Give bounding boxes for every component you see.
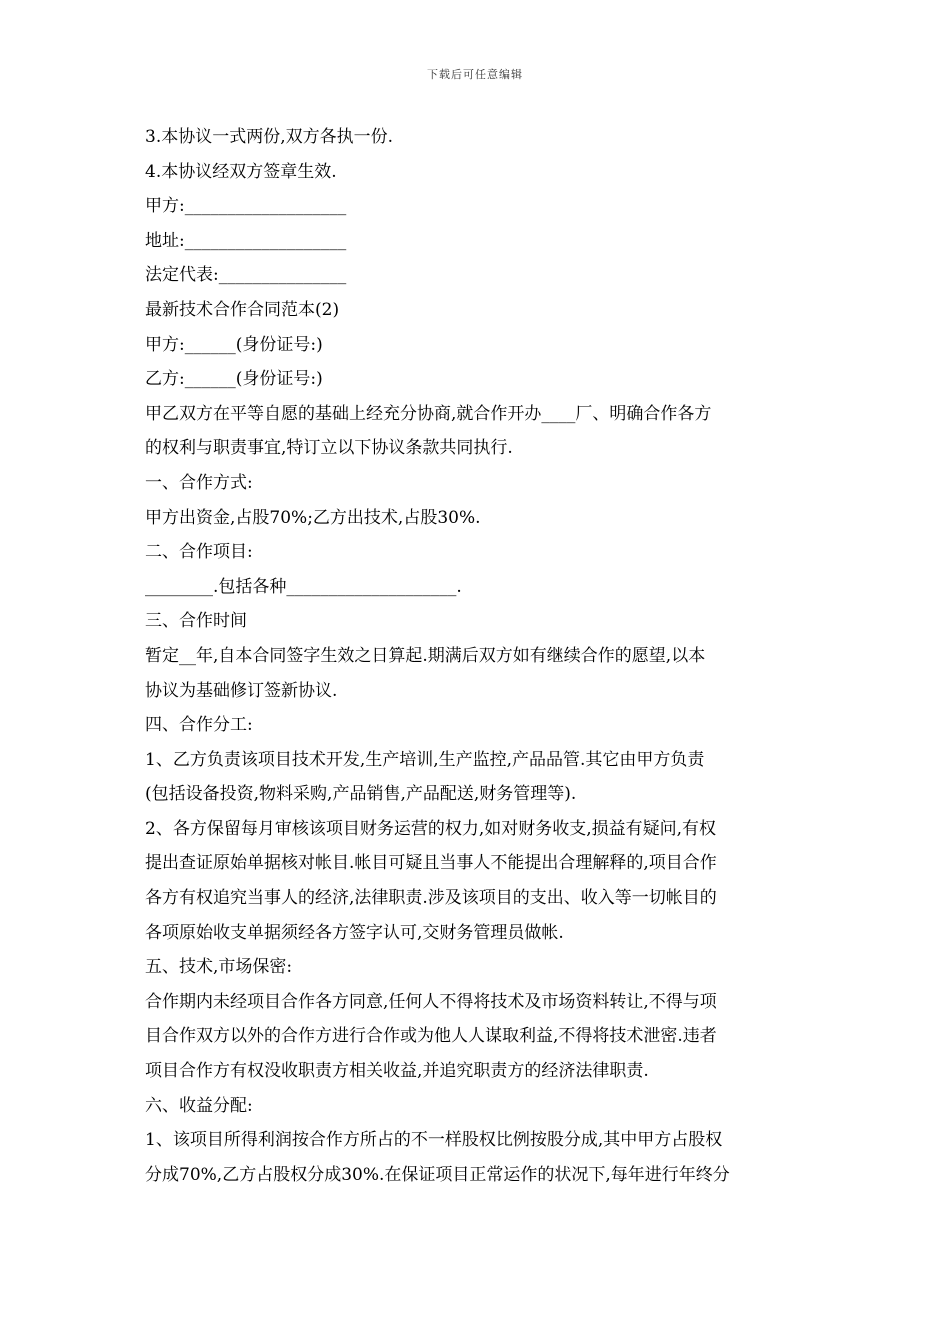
text-line: ________.包括各种____________________. xyxy=(145,576,462,597)
text-line: 甲方:______(身份证号:) xyxy=(145,334,323,355)
text-line: 1、该项目所得利润按合作方所占的不一样股权比例按股分成,其中甲方占股权 xyxy=(145,1130,723,1151)
text-line: 法定代表:_______________ xyxy=(145,265,347,286)
text-line: 暂定__年,自本合同签字生效之日算起.期满后双方如有继续合作的愿望,以本 xyxy=(145,645,706,666)
text-line: 提出查证原始单据核对帐目.帐目可疑且当事人不能提出合理解释的,项目合作 xyxy=(145,853,717,874)
text-line: 分成70%,乙方占股权分成30%.在保证项目正常运作的状况下,每年进行年终分 xyxy=(145,1164,730,1185)
text-line: 甲乙双方在平等自愿的基础上经充分协商,就合作开办____厂、明确合作各方 xyxy=(145,403,712,424)
text-line: 合作期内未经项目合作各方同意,任何人不得将技术及市场资料转让,不得与项 xyxy=(145,991,717,1012)
text-line: 地址:___________________ xyxy=(145,230,347,251)
text-line: 的权利与职责事宜,特订立以下协议条款共同执行. xyxy=(145,438,513,459)
text-line: 1、乙方负责该项目技术开发,生产培训,生产监控,产品品管.其它由甲方负责 xyxy=(145,749,705,770)
document-body xyxy=(145,120,811,1192)
text-line: 二、合作项目: xyxy=(145,542,253,563)
text-line: 六、收益分配: xyxy=(145,1095,253,1116)
text-line: 3.本协议一式两份,双方各执一份. xyxy=(145,127,394,147)
text-line: 甲方出资金,占股70%;乙方出技术,占股30%. xyxy=(145,507,481,528)
text-line: 一、合作方式: xyxy=(145,472,253,493)
text-line: 三、合作时间 xyxy=(145,611,247,632)
text-line: 项目合作方有权没收职责方相关收益,并追究职责方的经济法律职责. xyxy=(145,1061,649,1082)
text-line: 协议为基础修订签新协议. xyxy=(145,680,338,701)
text-line: (包括设备投资,物料采购,产品销售,产品配送,财务管理等). xyxy=(145,784,577,805)
text-line: 四、合作分工: xyxy=(145,715,253,736)
text-line: 4.本协议经双方签章生效. xyxy=(145,161,337,182)
text-line: 各方有权追究当事人的经济,法律职责.涉及该项目的支出、收入等一切帐目的 xyxy=(145,888,717,909)
text-line: 最新技术合作合同范本(2) xyxy=(145,299,340,320)
text-line: 2、各方保留每月审核该项目财务运营的权力,如对财务收支,损益有疑问,有权 xyxy=(145,818,717,839)
text-line: 甲方:___________________ xyxy=(145,196,347,217)
text-line: 五、技术,市场保密: xyxy=(145,957,293,978)
text-line: 目合作双方以外的合作方进行合作或为他人人谋取利益,不得将技术泄密.违者 xyxy=(145,1026,717,1047)
text-line: 各项原始收支单据须经各方签字认可,交财务管理员做帐. xyxy=(145,922,564,943)
page-header: 下载后可任意编辑 xyxy=(427,68,523,81)
text-line: 乙方:______(身份证号:) xyxy=(145,369,323,390)
